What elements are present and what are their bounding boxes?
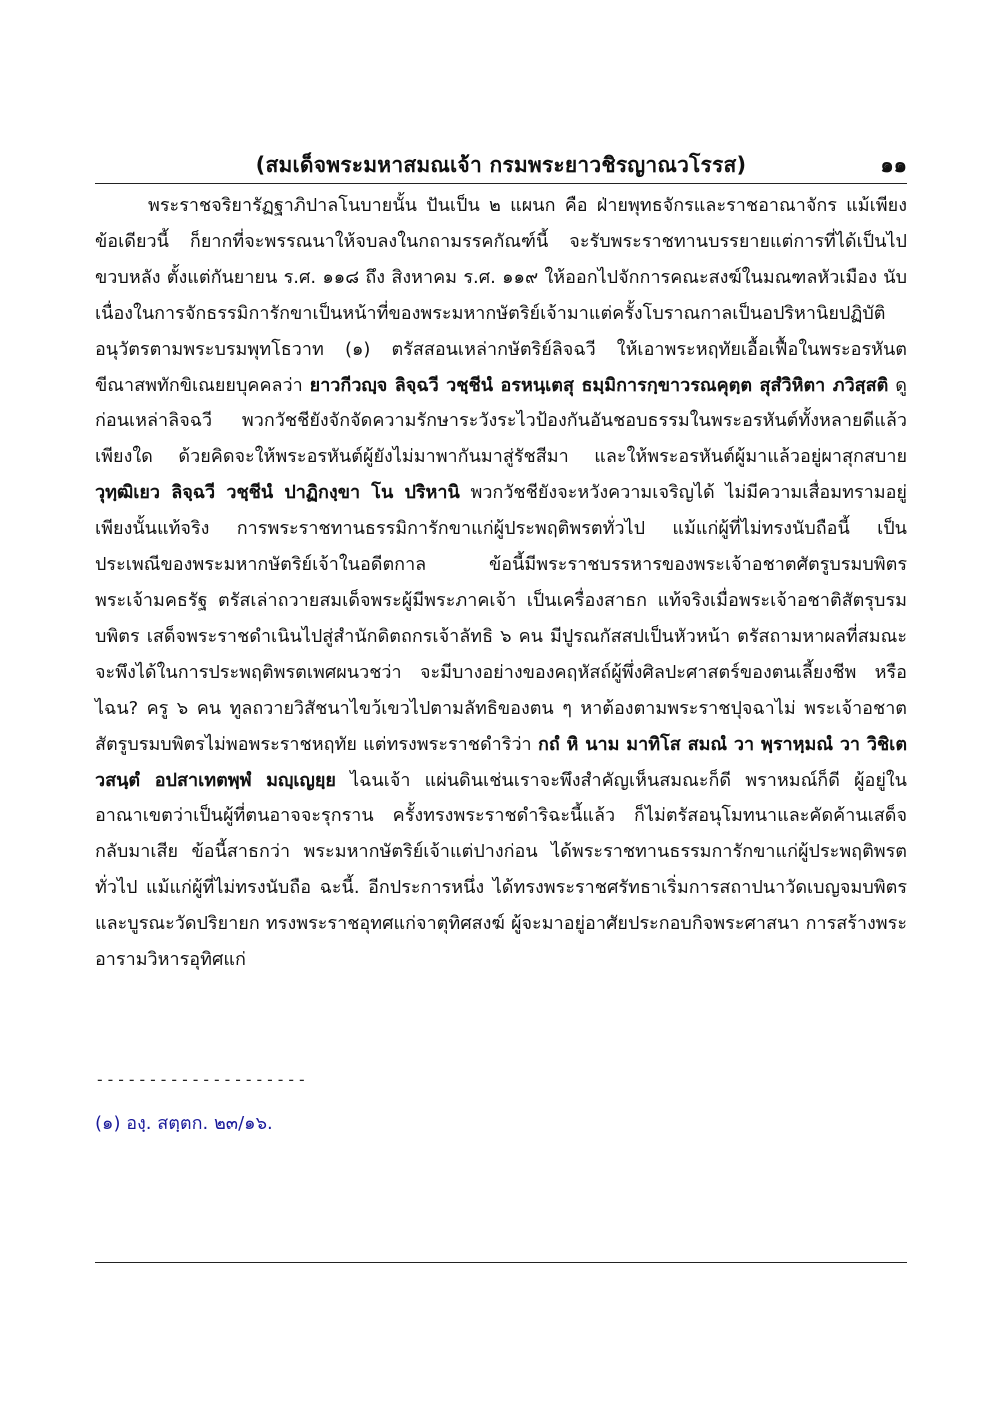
body-text-segment-4: ไฉนเจ้า แผ่นดินเช่นเราจะพึงสำคัญเห็นสมณะก็ดี พราหมณ์ก็ดี ผู้อยู่ในอาณาเขตว่าเป็นผู้ที่ตนอาจจะรุกราน ครั้งทรงพระราชดำริฉะนี้แล้ว ก็ไม่ตรัสอนุโมทนาและคัดค้านเสด็จกลับมาเสีย ข้อนี้สาธกว่า พระมหากษัตริย์เจ้าแต่ปางก่อน ได้พระราชทานธรรมการักขาแก่ผู้ประพฤติพรตทั่วไป แม้แก่ผู้ที่ไม่ทรงนับถือ ฉะนี้. อีกประการหนึ่ง ได้ทรงพระราชศรัทธาเริ่มการสถาปนาวัดเบญจมบพิตร และบูรณะวัดปริยายก ทรงพระราชอุทศแก่จาตุทิศสงฆ์ ผู้จะมาอยู่อาศัยประกอบกิจพระศาสนา การสร้างพระอารามวิหารอุทิศแก่ <box>95 769 907 971</box>
footer-rule <box>95 1262 907 1263</box>
body-text-segment-2: ดูก่อนเหล่าลิจฉวี พวกวัชชียังจักจัดความรักษาระวังระไวป้องกันอันชอบธรรมในพระอรหันต์ทั้งหลายดีแล้วเพียงใด ด้วยคิดจะให้พระอรหันต์ผู้ยังไม่มาพากันมาสู่รัชสีมา และให้พระอรหันต์ผู้มาแล้วอยู่ผาสุกสบาย <box>95 374 907 468</box>
pali-quote-1: ยาวกีวญฺจ ลิจฺฉวี วชฺชีนํ อรหนฺเตสุ ธมฺมิการกฺขาวรณคุตฺต สุสํวิหิตา ภวิสฺสติ <box>309 374 889 396</box>
footnote-separator: -------------------- <box>95 1070 308 1089</box>
header-title: (สมเด็จพระมหาสมณเจ้า กรมพระยาวชิรญาณวโรรส) <box>255 153 747 177</box>
pali-quote-3: กถํ หิ นาม มาทิโส สมณํ วา พฺราหฺมณํ วา วิชิเต วสนฺตํ อปสาเทตพฺพํ มญฺเญยฺย <box>95 733 908 791</box>
body-text-segment-3: พวกวัชชียังจะหวังความเจริญได้ ไม่มีความเสื่อมทรามอยู่เพียงนั้นแท้จริง การพระราชทานธรรมิการักขาแก่ผู้ประพฤติพรตทั่วไป แม้แก่ผู้ที่ไม่ทรงนับถือนี้ เป็นประเพณีของพระมหากษัตริย์เจ้าในอดีตกาล ข้อนี้มีพระราชบรรหารของพระเจ้าอชาตศัตรูบรมบพิตร พระเจ้ามคธรัฐ ตรัสเล่าถวายสมเด็จพระผู้มีพระภาคเจ้า เป็นเครื่องสาธก แท้จริงเมื่อพระเจ้าอชาติสัตรุบรมบพิตร เสด็จพระราชดำเนินไปสู่สำนักดิตถกรเจ้าลัทธิ ๖ คน มีปูรณกัสสปเป็นหัวหน้า ตรัสถามหาผลที่สมณะจะพึงได้ในการประพฤติพรตเพศผนวชว่า จะมีบางอย่างของคฤหัสถ์ผู้พึ่งศิลปะศาสตร์ของตนเลี้ยงชีพ หรือไฉน? ครู ๖ คน ทูลถวายวิสัชนาไขว้เขวไปตามลัทธิของตน ๆ หาต้องตามพระราชปุจฉาไม่ พระเจ้าอชาตสัตรูบรมบพิตรไม่พอพระราชหฤทัย แต่ทรงพระราชดำริว่า <box>95 482 907 755</box>
page-header <box>95 143 907 184</box>
body-paragraph <box>95 188 907 978</box>
footnote-text: (๑) องฺ. สตฺตก. ๒๓/๑๖. <box>95 1113 273 1134</box>
pali-quote-2: วุทฺฒิเยว ลิจฺฉวี วชฺชีนํ ปาฏิกงฺขา โน ปริหานิ <box>95 482 460 504</box>
page-number: ๑๑ <box>880 153 907 177</box>
body-text-segment-1: พระราชจริยารัฏฐาภิปาลโนบายนั้น ปันเป็น ๒ แผนก คือ ฝ่ายพุทธจักรและราชอาณาจักร แม้เพียงข้อเดียวนี้ ก็ยากที่จะพรรณนาให้จบลงในกถามรรคกัณฑ์นี้ จะรับพระราชทานบรรยายแต่การที่ได้เป็นไปขวบหลัง ตั้งแต่กันยายน ร.ศ. ๑๑๘ ถึง สิงหาคม ร.ศ. ๑๑๙ ให้ออกไปจักการคณะสงฆ์ในมณฑลหัวเมือง นับเนื่องในการจักธรรมิการักขาเป็นหน้าที่ของพระมหากษัตริย์เจ้ามาแต่ครั้งโบราณกาลเป็นอปริหานิยปฏิบัติ อนุวัตรตามพระบรมพุทโธวาท (๑) ตรัสสอนเหล่ากษัตริย์ลิจฉวี ให้เอาพระหฤทัยเอื้อเฟื้อในพระอรหันตขีณาสพทักขิเณยยบุคคลว่า <box>95 195 907 396</box>
